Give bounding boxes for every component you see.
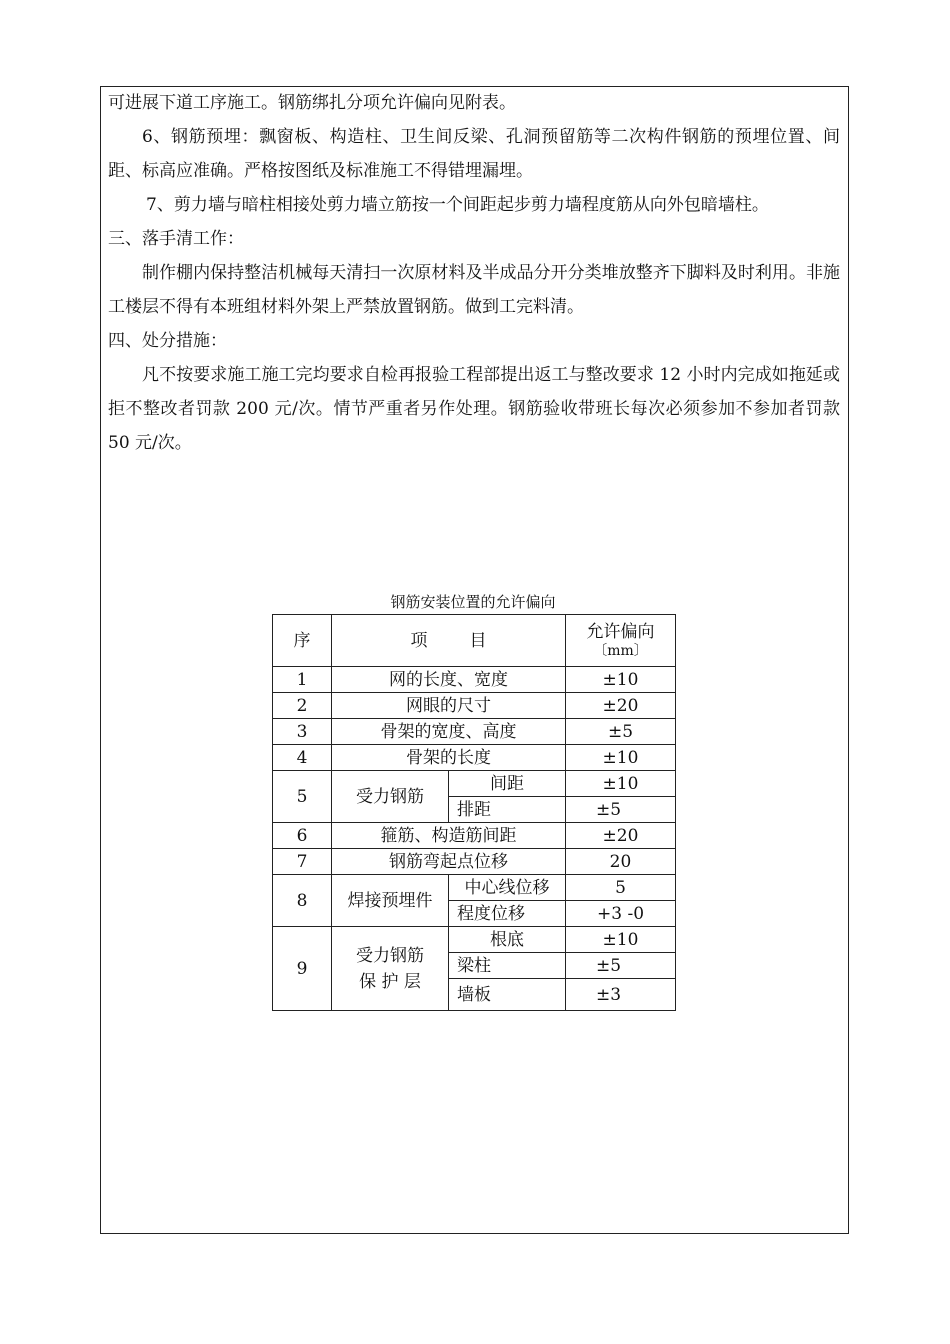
paragraph-penalty: 凡不按要求施工施工完均要求自检再报验工程部提出返工与整改要求 12 小时内完成如拖延或拒不整改者罚款 200 元/次。情节严重者另作处理。钢筋验收带班长每次必须参加不参加者罚款 50 元/次。 — [108, 365, 840, 453]
row-value: ±20 — [566, 693, 676, 719]
table-row — [273, 875, 676, 901]
row-value: ±10 — [566, 927, 676, 953]
table-row — [273, 693, 676, 719]
paragraph-item-6: 6、钢筋预埋：飘窗板、构造柱、卫生间反梁、孔洞预留筋等二次构件钢筋的预埋位置、间距、标高应准确。严格按图纸及标准施工不得错埋漏埋。 — [108, 127, 840, 181]
header-tolerance-label: 允许偏向 — [586, 621, 655, 642]
header-item-b: 目 — [469, 630, 487, 651]
row-item: 网眼的尺寸 — [332, 693, 566, 719]
row-seq: 2 — [273, 693, 332, 719]
table-row — [273, 719, 676, 745]
row-item: 网的长度、宽度 — [332, 667, 566, 693]
header-seq: 序 — [273, 615, 332, 667]
row-subitem: 墙板 — [449, 979, 566, 1011]
row-value: ±10 — [566, 771, 676, 797]
section-heading-penalty: 四、处分措施： — [108, 331, 227, 351]
row-subitem: 间距 — [449, 771, 566, 797]
row-subitem: 中心线位移 — [449, 875, 566, 901]
row-value: ±5 — [566, 953, 676, 979]
table-header-row — [273, 615, 676, 667]
row-item: 骨架的宽度、高度 — [332, 719, 566, 745]
tolerance-table — [272, 614, 676, 1011]
row-item: 钢筋弯起点位移 — [332, 849, 566, 875]
table-row — [273, 927, 676, 953]
row-item: 箍筋、构造筋间距 — [332, 823, 566, 849]
row-seq: 9 — [273, 927, 332, 1011]
table-caption: 钢筋安装位置的允许偏向 — [390, 593, 556, 611]
paragraph-cleanup: 制作棚内保持整洁机械每天清扫一次原材料及半成品分开分类堆放整齐下脚料及时利用。非施工楼层不得有本班组材料外架上严禁放置钢筋。做到工完料清。 — [108, 263, 840, 317]
row-seq: 8 — [273, 875, 332, 927]
row-item: 焊接预埋件 — [332, 875, 449, 927]
row-subitem: 程度位移 — [449, 901, 566, 927]
header-item — [332, 615, 566, 667]
row-seq: 4 — [273, 745, 332, 771]
row-value: 5 — [566, 875, 676, 901]
row-subitem: 梁柱 — [449, 953, 566, 979]
row-value: 20 — [566, 849, 676, 875]
row-value: ±10 — [566, 745, 676, 771]
table-row — [273, 771, 676, 797]
row-seq: 1 — [273, 667, 332, 693]
row-seq: 7 — [273, 849, 332, 875]
table-row — [273, 667, 676, 693]
row-subitem: 根底 — [449, 927, 566, 953]
row-value: ±10 — [566, 667, 676, 693]
row-item — [332, 927, 449, 1011]
header-unit: 〔mm〕 — [593, 642, 648, 659]
document-body — [108, 86, 840, 460]
row-seq: 5 — [273, 771, 332, 823]
row-item-line1: 受力钢筋 — [356, 945, 424, 966]
row-seq: 6 — [273, 823, 332, 849]
header-item-a: 项 — [410, 630, 428, 651]
paragraph-item-7: 7、剪力墙与暗柱相接处剪力墙立筋按一个间距起步剪力墙程度筋从向外包暗墙柱。 — [146, 195, 769, 215]
row-value: +3 -0 — [566, 901, 676, 927]
row-value: ±5 — [566, 797, 676, 823]
row-seq: 3 — [273, 719, 332, 745]
row-item-line2: 保 护 层 — [359, 971, 421, 992]
section-heading-cleanup: 三、落手清工作： — [108, 229, 244, 249]
row-item: 受力钢筋 — [332, 771, 449, 823]
paragraph-continuation: 可进展下道工序施工。钢筋绑扎分项允许偏向见附表。 — [108, 93, 516, 113]
table-row — [273, 745, 676, 771]
row-value: ±20 — [566, 823, 676, 849]
table-row — [273, 823, 676, 849]
table-row — [273, 849, 676, 875]
row-value: ±3 — [566, 979, 676, 1011]
row-value: ±5 — [566, 719, 676, 745]
row-subitem: 排距 — [449, 797, 566, 823]
header-tolerance — [566, 615, 676, 667]
row-item: 骨架的长度 — [332, 745, 566, 771]
